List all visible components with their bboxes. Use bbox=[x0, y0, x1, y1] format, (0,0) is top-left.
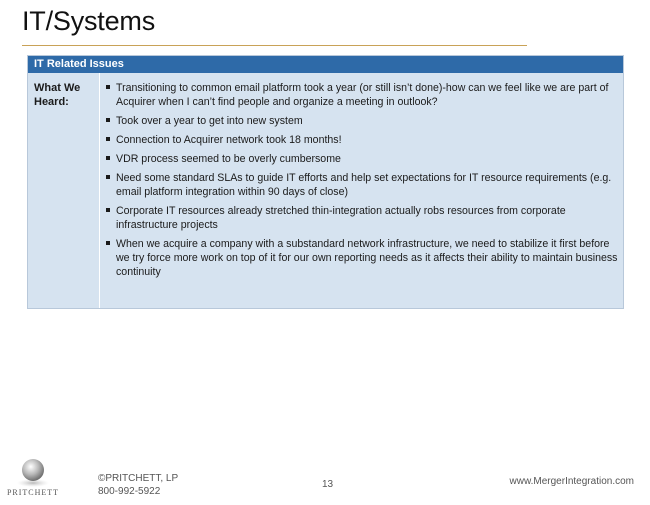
bullet-item bbox=[106, 152, 620, 166]
bullet-item bbox=[106, 171, 620, 199]
sphere-logo-icon bbox=[6, 455, 60, 489]
panel-header: IT Related Issues bbox=[28, 56, 623, 73]
bullet-square-icon bbox=[106, 137, 110, 141]
pritchett-logo bbox=[6, 455, 60, 501]
copyright-text: ©PRITCHETT, LP bbox=[98, 473, 179, 484]
bullet-text: Transitioning to common email platform took a year (or still isn’t done)-how can we feel like we are part of Acquirer when I can’t find people and organize a meeting in outlook? bbox=[116, 82, 609, 108]
bullet-square-icon bbox=[106, 241, 110, 245]
bullet-square-icon bbox=[106, 118, 110, 122]
title-underline bbox=[22, 45, 527, 46]
bullet-item bbox=[106, 114, 620, 128]
website-link[interactable]: www.MergerIntegration.com bbox=[509, 476, 634, 487]
bullet-item bbox=[106, 237, 620, 279]
bullet-text: When we acquire a company with a substandard network infrastructure, we need to stabilize it first before we try force more work on top of it for our own reporting needs as it affects their ability to maintain business continuity bbox=[116, 238, 618, 278]
bullet-text: Connection to Acquirer network took 18 months! bbox=[116, 134, 342, 146]
slide-title: IT/Systems bbox=[22, 6, 156, 36]
bullet-square-icon bbox=[106, 156, 110, 160]
page-number: 13 bbox=[322, 479, 334, 490]
bullet-text: Need some standard SLAs to guide IT efforts and help set expectations for IT resource requirements (e.g. email platform integration within 90 days of close) bbox=[116, 172, 612, 198]
bullet-text: VDR process seemed to be overly cumbersome bbox=[116, 153, 341, 165]
bullet-text: Took over a year to get into new system bbox=[116, 115, 303, 127]
bullet-square-icon bbox=[106, 85, 110, 89]
row-label-line2: Heard: bbox=[34, 96, 69, 108]
bullet-text: Corporate IT resources already stretched thin-integration actually robs resources from corporate infrastructure projects bbox=[116, 205, 566, 231]
bullet-item bbox=[106, 204, 620, 232]
it-issues-panel bbox=[27, 55, 624, 309]
row-label-line1: What We bbox=[34, 82, 81, 94]
phone-number: 800-992-5922 bbox=[98, 486, 161, 497]
bullet-item bbox=[106, 81, 620, 109]
copyright-block bbox=[98, 472, 178, 498]
bullet-square-icon bbox=[106, 175, 110, 179]
row-label bbox=[34, 81, 98, 109]
bullet-item bbox=[106, 133, 620, 147]
bullet-square-icon bbox=[106, 208, 110, 212]
column-divider bbox=[99, 73, 100, 308]
logo-wordmark: PRITCHETT bbox=[6, 488, 60, 497]
bullet-list bbox=[106, 81, 620, 284]
